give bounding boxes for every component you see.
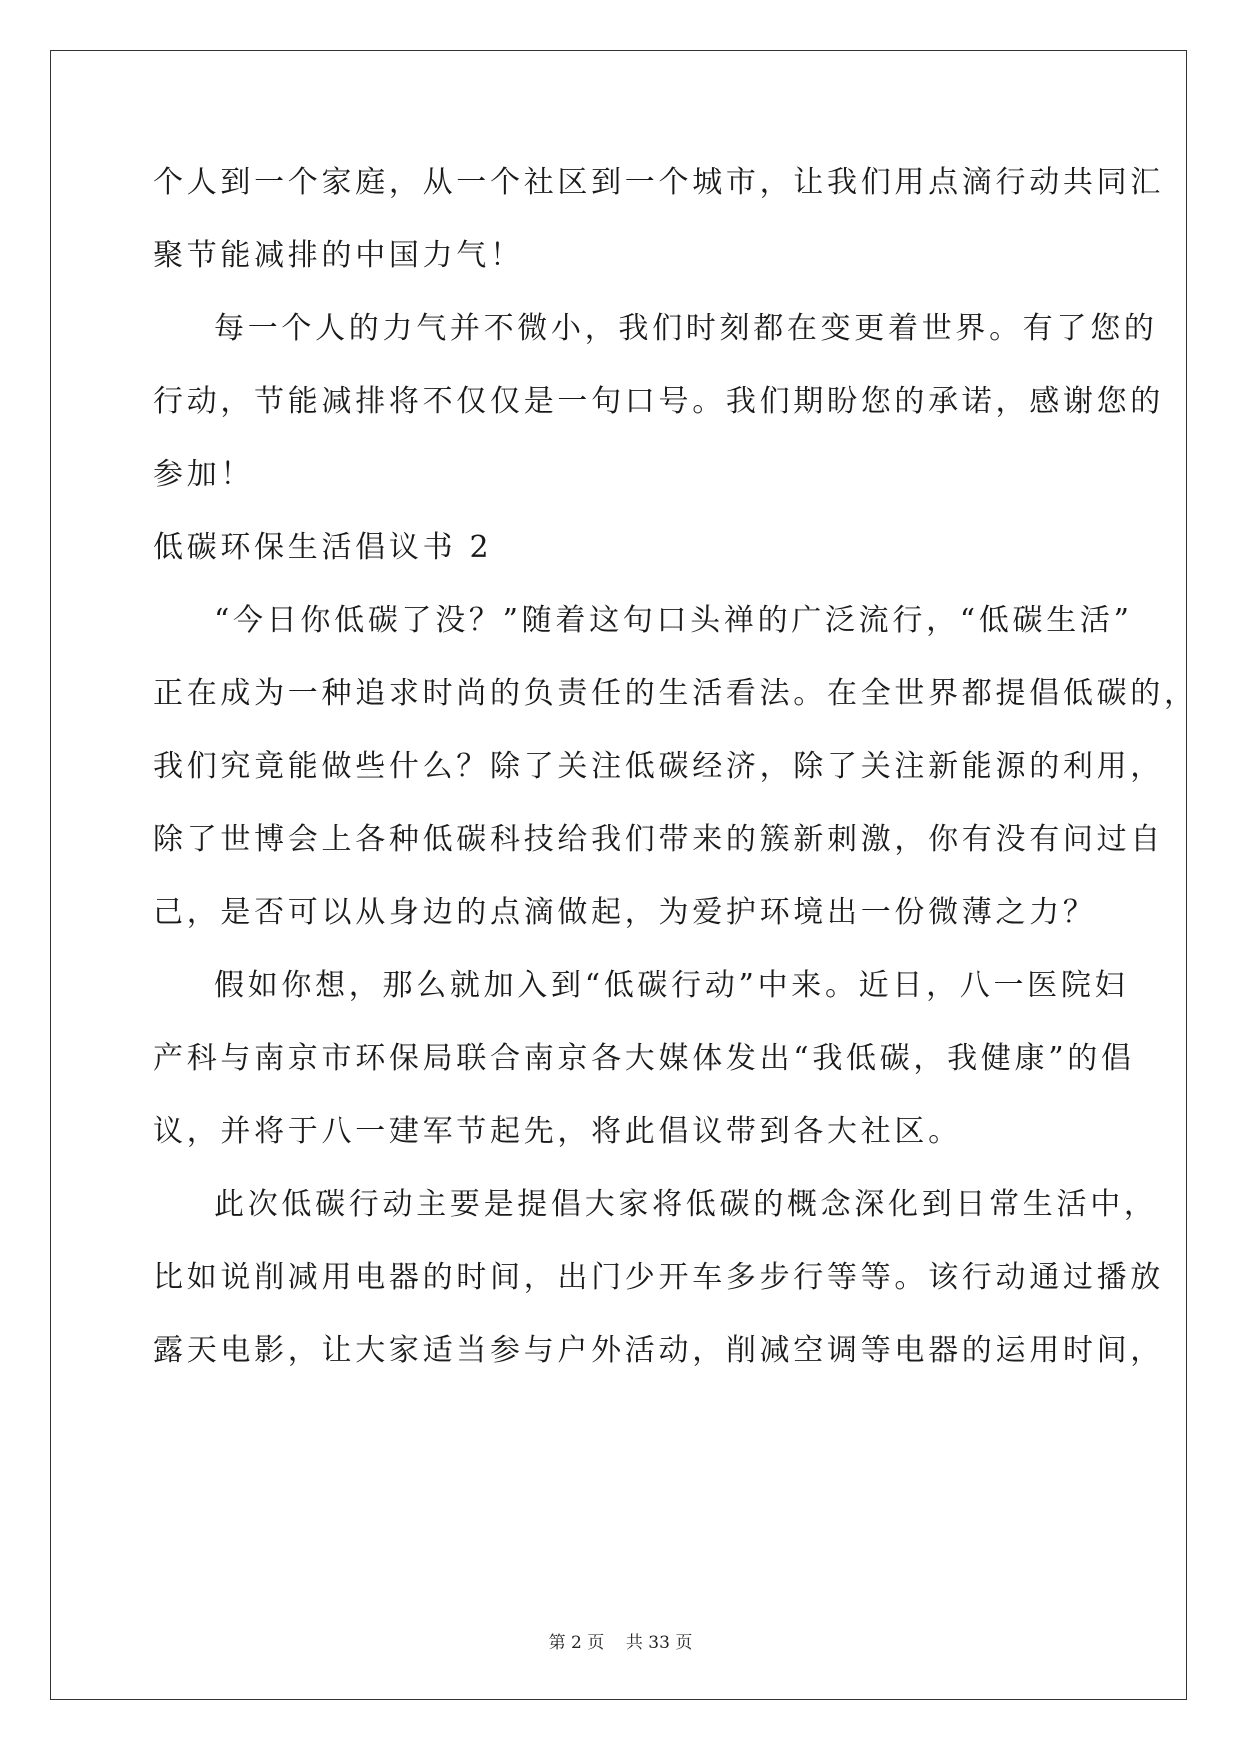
page-footer — [0, 1631, 1241, 1655]
text-line: 行动，节能减排将不仅仅是一句口号。我们期盼您的承诺，感谢您的 — [153, 384, 1164, 419]
text-line: 比如说削减用电器的时间，出门少开车多步行等等。该行动通过播放 — [153, 1260, 1164, 1295]
text-line: 参加！ — [153, 457, 255, 492]
text-line: 产科与南京市环保局联合南京各大媒体发出“我低碳，我健康”的倡 — [153, 1041, 1135, 1076]
paragraph-first-line: 假如你想，那么就加入到“低碳行动”中来。近日，八一医院妇 — [214, 968, 1129, 1003]
text-line: 正在成为一种追求时尚的负责任的生活看法。在全世界都提倡低碳的， — [153, 676, 1198, 711]
page-total: 共 33 页 — [625, 1633, 693, 1653]
text-line: 除了世博会上各种低碳科技给我们带来的簇新刺激，你有没有问过自 — [153, 822, 1164, 857]
paragraph-first-line: 每一个人的力气并不微小，我们时刻都在变更着世界。有了您的 — [214, 311, 1158, 346]
text-line: 己，是否可以从身边的点滴做起，为爱护环境出一份微薄之力？ — [153, 895, 1097, 930]
text-line: 露天电影，让大家适当参与户外活动，削减空调等电器的运用时间， — [153, 1333, 1164, 1368]
text-line: 我们究竟能做些什么？除了关注低碳经济，除了关注新能源的利用， — [153, 749, 1164, 784]
section-heading: 低碳环保生活倡议书 2 — [153, 530, 493, 565]
text-line: 议，并将于八一建军节起先，将此倡议带到各大社区。 — [153, 1114, 962, 1149]
paragraph-first-line: 此次低碳行动主要是提倡大家将低碳的概念深化到日常生活中， — [214, 1187, 1158, 1222]
page-number: 第 2 页 — [548, 1633, 605, 1653]
text-line: 个人到一个家庭，从一个社区到一个城市，让我们用点滴行动共同汇 — [153, 165, 1164, 200]
text-line: 聚节能减排的中国力气！ — [153, 238, 524, 273]
paragraph-first-line: “今日你低碳了没？”随着这句口头禅的广泛流行，“低碳生活” — [214, 603, 1133, 638]
page-border — [50, 50, 1187, 1700]
